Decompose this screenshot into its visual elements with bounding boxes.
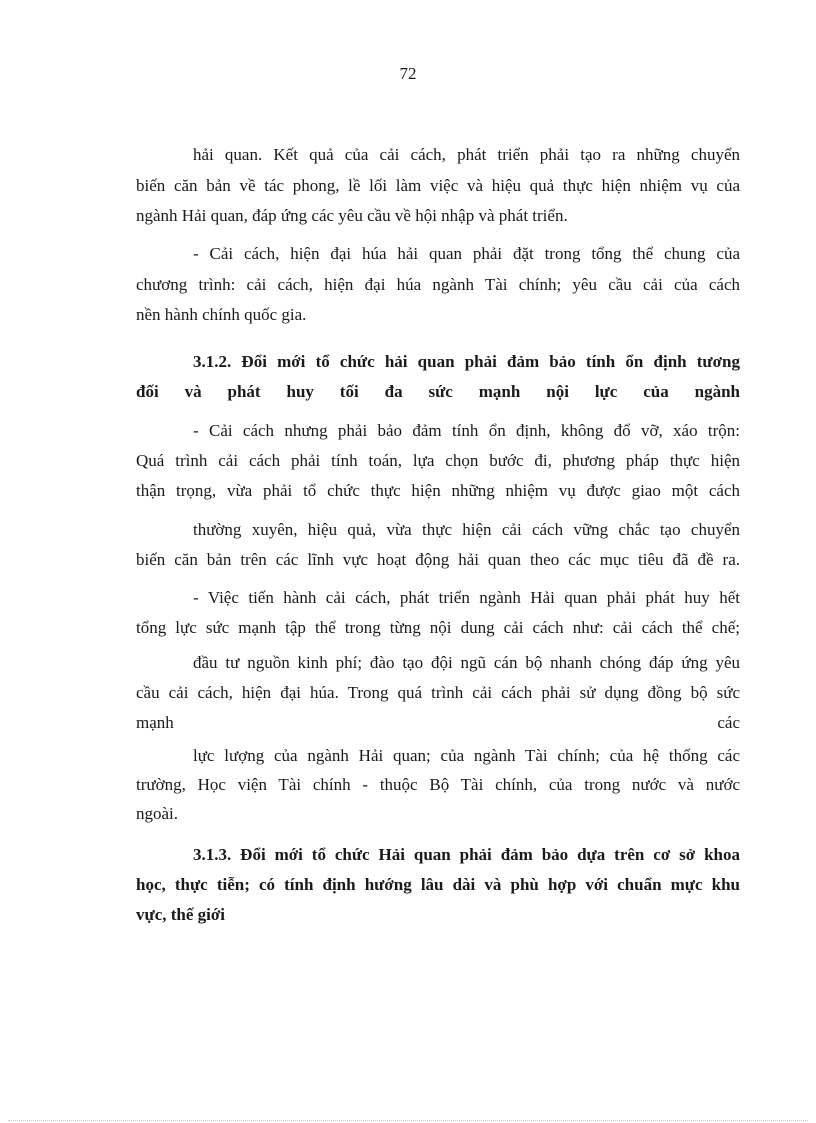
text-line: lực lượng của ngành Hải quan; của ngành Tài chính; của hệ thống các (193, 746, 740, 765)
text-line: mạnh các (136, 713, 740, 732)
text-line: hải quan. Kết quả của cải cách, phát triển phải tạo ra những chuyển (193, 145, 740, 164)
text-line: Quá trình cải cách phải tính toán, lựa chọn bước đi, phương pháp thực hiện (136, 451, 740, 470)
text-line: - Cải cách, hiện đại húa hải quan phải đặt trong tổng thể chung của (193, 244, 740, 263)
text-line: chương trình: cải cách, hiện đại húa ngành Tài chính; yêu cầu cải của cách (136, 275, 740, 294)
text-line: ngành Hải quan, đáp ứng các yêu cầu về hội nhập và phát triển. (136, 206, 568, 225)
section-heading-3-1-3-end: vực, thế giới (136, 905, 226, 924)
text-line: đầu tư nguồn kinh phí; đào tạo đội ngũ cán bộ nhanh chóng đáp ứng yêu (193, 653, 740, 672)
text-line: biến căn bản về tác phong, lề lối làm việc và hiệu quả thực hiện nhiệm vụ của (136, 176, 740, 195)
section-heading-3-1-3-cont: học, thực tiễn; có tính định hướng lâu dài và phù hợp với chuẩn mực khu (136, 875, 740, 894)
text-line: - Việc tiến hành cải cách, phát triển ngành Hải quan phải phát huy hết (193, 588, 740, 607)
text-line: ngoài. (136, 804, 179, 823)
text-line: thận trọng, vừa phải tổ chức thực hiện những nhiệm vụ được giao một cách (136, 481, 740, 500)
section-heading-3-1-2-cont: đối và phát huy tối đa sức mạnh nội lực của ngành (136, 382, 740, 401)
page-number: 72 (399, 64, 417, 83)
text-line: biến căn bản trên các lĩnh vực hoạt động hải quan theo các mục tiêu đã đề ra. (136, 550, 740, 569)
text-line: - Cải cách nhưng phải bảo đảm tính ổn định, không đổ vỡ, xáo trộn: (193, 421, 740, 440)
text-line: tổng lực sức mạnh tập thể trong từng nội dung cải cách như: cải cách thể chế; (136, 618, 740, 637)
text-line: trường, Học viện Tài chính - thuộc Bộ Tài chính, của trong nước và nước (136, 775, 740, 794)
page-bottom-divider (8, 1120, 808, 1121)
text-line: thường xuyên, hiệu quả, vừa thực hiện cải cách vững chắc tạo chuyển (193, 520, 740, 539)
text-line: nền hành chính quốc gia. (136, 305, 307, 324)
section-heading-3-1-2: 3.1.2. Đổi mới tổ chức hải quan phải đảm bảo tính ổn định tương (193, 352, 740, 371)
text-line: cầu cải cách, hiện đại húa. Trong quá trình cải cách phải sử dụng đồng bộ sức (136, 683, 740, 702)
section-heading-3-1-3: 3.1.3. Đổi mới tổ chức Hải quan phải đảm bảo dựa trên cơ sở khoa (193, 845, 740, 864)
